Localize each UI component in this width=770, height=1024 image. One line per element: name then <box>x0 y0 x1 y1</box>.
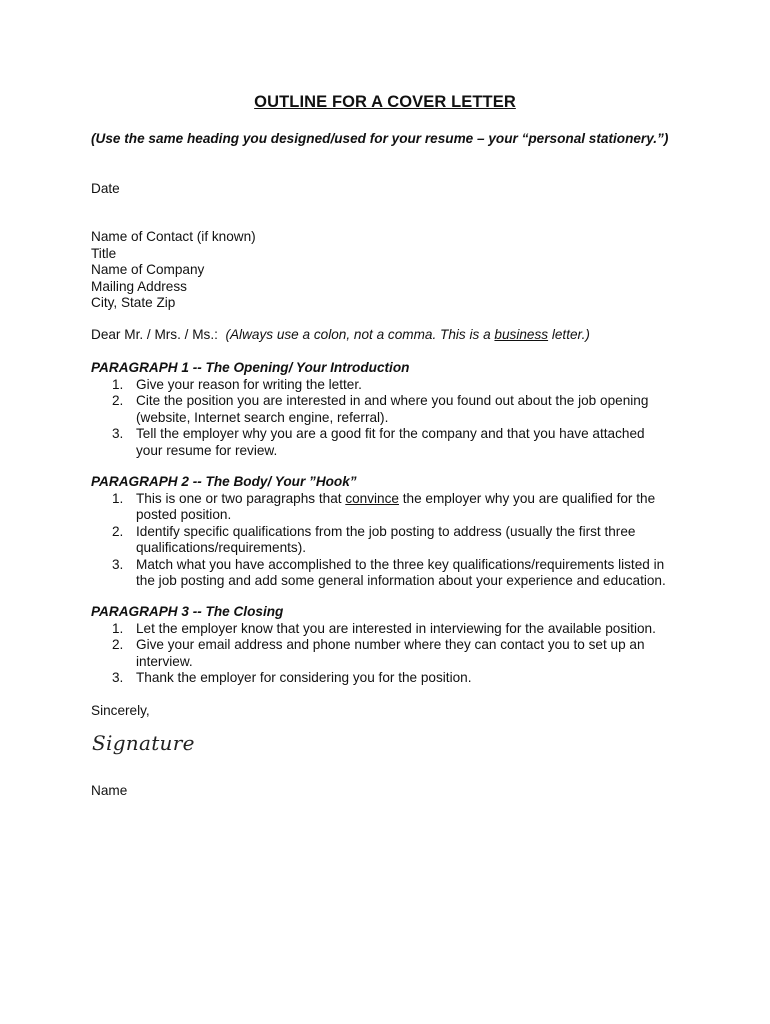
paragraph-1-heading: PARAGRAPH 1 -- The Opening/ Your Introduction <box>91 360 410 375</box>
list-number: 2. <box>112 393 124 408</box>
contact-line: Name of Contact (if known) <box>91 229 256 244</box>
paragraph-3-heading: PARAGRAPH 3 -- The Closing <box>91 604 284 619</box>
paragraph-3-list <box>91 621 691 687</box>
salutation <box>91 327 590 344</box>
signature: Signature <box>92 731 195 755</box>
paragraph-1-section <box>91 360 691 459</box>
paragraph-1-list <box>91 377 691 460</box>
list-text: Match what you have accomplished to the three key qualifications/requirements listed in the job posting and add some general information about your experience and education. <box>136 556 666 588</box>
list-item <box>91 524 691 557</box>
list-text: Thank the employer for considering you for the position. <box>136 670 472 685</box>
list-item <box>91 426 691 459</box>
list-item <box>91 557 691 590</box>
paragraph-2-heading: PARAGRAPH 2 -- The Body/ Your ”Hook” <box>91 474 357 489</box>
list-text: Give your reason for writing the letter. <box>136 376 362 392</box>
list-item <box>91 670 691 687</box>
contact-line: Title <box>91 245 117 261</box>
paragraph-2-section <box>91 474 691 590</box>
list-text: Identify specific qualifications from the job posting to address (usually the first three qualifications/requirements). <box>136 523 636 555</box>
page-title: OUTLINE FOR A COVER LETTER <box>254 93 516 111</box>
contact-line: City, State Zip <box>91 295 176 310</box>
heading-instruction: (Use the same heading you designed/used for your resume – your “personal stationery.”) <box>91 131 669 146</box>
list-text: Cite the position you are interested in and where you found out about the job opening (website, Internet search engine, referral). <box>136 393 649 425</box>
salutation-greeting: Dear Mr. / Mrs. / Ms.: <box>91 327 218 342</box>
convince-underlined: convince <box>345 490 399 506</box>
list-number: 3. <box>112 670 124 685</box>
contact-line: Name of Company <box>91 262 205 277</box>
list-number: 1. <box>112 376 124 392</box>
closing: Sincerely, <box>91 703 150 718</box>
list-number: 2. <box>112 637 124 652</box>
salutation-note: (Always use a colon, not a comma. This is a business letter.) <box>225 327 590 342</box>
list-item <box>91 377 691 394</box>
list-number: 1. <box>112 490 124 506</box>
list-number: 2. <box>112 523 124 539</box>
paragraph-3-section <box>91 604 691 687</box>
list-text: Let the employer know that you are interested in interviewing for the available position. <box>136 620 656 636</box>
name-label: Name <box>91 783 128 798</box>
contact-line: Mailing Address <box>91 278 187 294</box>
list-item <box>91 637 691 670</box>
business-underlined: business <box>494 327 549 342</box>
date-label: Date <box>91 181 120 196</box>
list-item <box>91 393 691 426</box>
contact-block <box>91 229 691 312</box>
list-number: 3. <box>112 556 124 572</box>
list-number: 1. <box>112 620 124 636</box>
list-text: This is one or two paragraphs that convince the employer why you are qualified for the posted position. <box>136 490 656 522</box>
list-text: Tell the employer why you are a good fit for the company and that you have attached your resume for review. <box>136 426 645 458</box>
list-item <box>91 491 691 524</box>
list-number: 3. <box>112 426 124 441</box>
paragraph-2-list <box>91 491 691 590</box>
list-item <box>91 621 691 638</box>
list-text: Give your email address and phone number where they can contact you to set up an interview. <box>136 637 645 669</box>
